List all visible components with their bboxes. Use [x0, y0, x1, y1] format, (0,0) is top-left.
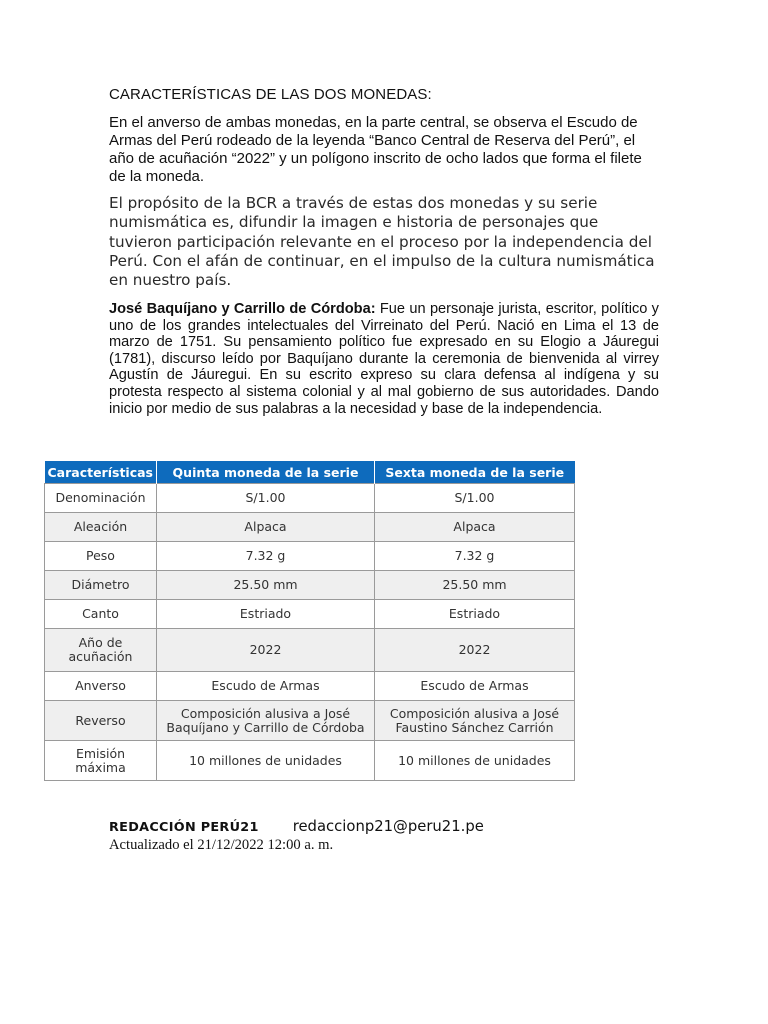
paragraph-body: Fue un personaje jurista, escritor, político y uno de los grandes intelectuales del Virreinato del Perú. Nació en Lima el 13 de marzo de 1751. Su pensamiento político fue expresado en su Elogio a Jáuregui (1781), discurso leído por Baquíjano durante la ceremonia de bienvenida al virrey Agustín de Jáuregui. En su escrito expreso su clara defensa al indígena y su protesta respecto al sistema colonial y al mal gobierno de sus autoridades. Dando inicio por medio de sus palabras a la necesidad y base de la independencia. [109, 301, 659, 417]
paragraph-anverso: En el anverso de ambas monedas, en la parte central, se observa el Escudo de Armas del Perú rodeado de la leyenda “Banco Central de Reserva del Perú”, el año de acuñación “2022” y un polígono inscrito de ocho lados que forma el filete de la moneda. [109, 114, 642, 185]
coin-specs-table-container [44, 461, 574, 781]
cell-sexta: Escudo de Armas [375, 672, 575, 701]
author-email-link[interactable]: redaccionp21@peru21.pe [292, 818, 484, 835]
table-row [45, 513, 575, 542]
header-sexta-moneda: Sexta moneda de la serie [375, 461, 575, 484]
section-heading: CARACTERÍSTICAS DE LAS DOS MONEDAS: [109, 86, 432, 103]
table-row [45, 701, 575, 741]
cell-quinta: Escudo de Armas [157, 672, 375, 701]
cell-sexta: 10 millones de unidades [375, 741, 575, 781]
row-label: Canto [45, 600, 157, 629]
paragraph-lead: José Baquíjano y Carrillo de Córdoba: [109, 301, 376, 317]
table-header-row [45, 461, 575, 484]
header-quinta-moneda: Quinta moneda de la serie [157, 461, 375, 484]
cell-sexta: Estriado [375, 600, 575, 629]
header-caracteristicas: Características [45, 461, 157, 484]
coin-specs-table [44, 461, 575, 781]
cell-quinta: 2022 [157, 629, 375, 672]
row-label: Año de acuñación [45, 629, 157, 672]
row-label: Anverso [45, 672, 157, 701]
cell-quinta: Alpaca [157, 513, 375, 542]
author-name: REDACCIÓN PERÚ21 [109, 820, 259, 835]
table-row [45, 629, 575, 672]
cell-quinta: Composición alusiva a José Baquíjano y Carrillo de Córdoba [157, 701, 375, 741]
row-label: Aleación [45, 513, 157, 542]
cell-sexta: 25.50 mm [375, 571, 575, 600]
article-footer [109, 818, 659, 854]
table-row [45, 741, 575, 781]
row-label: Denominación [45, 484, 157, 513]
cell-quinta: S/1.00 [157, 484, 375, 513]
table-row [45, 600, 575, 629]
cell-sexta: S/1.00 [375, 484, 575, 513]
paragraph-baquijano [109, 301, 659, 417]
cell-quinta: 25.50 mm [157, 571, 375, 600]
row-label: Emisión máxima [45, 741, 157, 781]
row-label: Reverso [45, 701, 157, 741]
cell-sexta: 7.32 g [375, 542, 575, 571]
cell-quinta: Estriado [157, 600, 375, 629]
updated-timestamp: Actualizado el 21/12/2022 12:00 a. m. [109, 837, 334, 853]
table-row [45, 571, 575, 600]
cell-sexta: 2022 [375, 629, 575, 672]
row-label: Peso [45, 542, 157, 571]
row-label: Diámetro [45, 571, 157, 600]
cell-sexta: Alpaca [375, 513, 575, 542]
paragraph-proposito: El propósito de la BCR a través de estas dos monedas y su serie numismática es, difundir la imagen e historia de personajes que tuvieron participación relevante en el proceso por la independencia del Perú. Con el afán de continuar, en el impulso de la cultura numismática en nuestro país. [109, 194, 655, 290]
cell-quinta: 7.32 g [157, 542, 375, 571]
cell-quinta: 10 millones de unidades [157, 741, 375, 781]
table-row [45, 542, 575, 571]
table-row [45, 484, 575, 513]
cell-sexta: Composición alusiva a José Faustino Sánchez Carrión [375, 701, 575, 741]
table-row [45, 672, 575, 701]
